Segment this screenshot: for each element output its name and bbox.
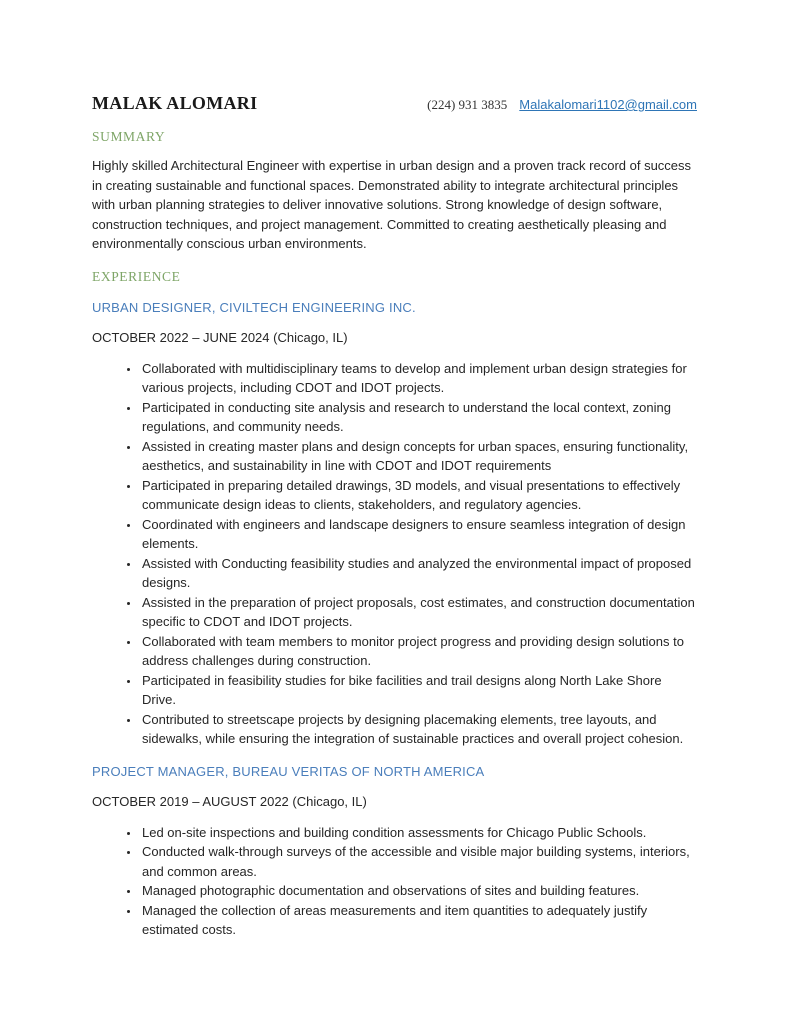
phone-number: (224) 931 3835 <box>427 97 508 112</box>
experience-bullet: • Assisted in the preparation of project proposals, cost estimates, and construction documentation specific to CDOT and IDOT projects. <box>140 593 697 632</box>
summary-heading: SUMMARY <box>92 129 166 144</box>
job-title: URBAN DESIGNER, CIVILTECH ENGINEERING INC. <box>92 299 416 315</box>
email-link[interactable]: Malakalomari1102@gmail.com <box>519 97 697 112</box>
job-title: PROJECT MANAGER, BUREAU VERITAS OF NORTH AMERICA <box>92 763 485 779</box>
experience-bullet: • Collaborated with multidisciplinary teams to develop and implement urban design strategies for various projects, including CDOT and IDOT projects. <box>140 359 697 398</box>
experience-heading: EXPERIENCE <box>92 268 181 284</box>
job-bullet-list <box>92 823 697 940</box>
job-entry <box>92 300 697 749</box>
job-bullet-list <box>92 359 697 749</box>
experience-bullet: • Collaborated with team members to monitor project progress and providing design solutions to address challenges during construction. <box>140 632 697 671</box>
experience-bullet: • Participated in preparing detailed drawings, 3D models, and visual presentations to effectively communicate design ideas to clients, stakeholders, and regulatory agencies. <box>140 476 697 515</box>
experience-bullet: • Managed photographic documentation and observations of sites and building features. <box>140 881 697 901</box>
contact-info <box>427 97 697 113</box>
experience-bullet: • Conducted walk-through surveys of the accessible and visible major building systems, interiors, and common areas. <box>140 842 697 881</box>
job-entry <box>92 764 697 940</box>
experience-bullet: • Participated in feasibility studies for bike facilities and trail designs along North Lake Shore Drive. <box>140 671 697 710</box>
experience-bullet: • Coordinated with engineers and landscape designers to ensure seamless integration of design elements. <box>140 515 697 554</box>
job-dates: OCTOBER 2019 – AUGUST 2022 (Chicago, IL) <box>92 793 367 809</box>
candidate-name: MALAK ALOMARI <box>92 93 258 113</box>
experience-bullet: • Participated in conducting site analysis and research to understand the local context, zoning regulations, and community needs. <box>140 398 697 437</box>
experience-bullet: • Assisted in creating master plans and design concepts for urban spaces, ensuring functionality, aesthetics, and sustainability in line with CDOT and IDOT requirements <box>140 437 697 476</box>
resume-header <box>92 93 697 114</box>
job-dates: OCTOBER 2022 – JUNE 2024 (Chicago, IL) <box>92 329 348 345</box>
experience-bullet: • Assisted with Conducting feasibility studies and analyzed the environmental impact of proposed designs. <box>140 554 697 593</box>
experience-bullet: • Contributed to streetscape projects by designing placemaking elements, tree layouts, and sidewalks, while ensuring the integration of sustainable practices and overall project cohesion. <box>140 710 697 749</box>
experience-bullet: • Led on-site inspections and building condition assessments for Chicago Public Schools. <box>140 823 697 843</box>
experience-bullet: • Managed the collection of areas measurements and item quantities to adequately justify estimated costs. <box>140 901 697 940</box>
summary-paragraph: Highly skilled Architectural Engineer with expertise in urban design and a proven track record of success in creating sustainable and functional spaces. Demonstrated ability to integrate architectural principles with urban planning strategies to deliver innovative solutions. Strong knowledge of design software, construction techniques, and project management. Committed to creating aesthetically pleasing and environmentally conscious urban environments. <box>92 158 692 251</box>
